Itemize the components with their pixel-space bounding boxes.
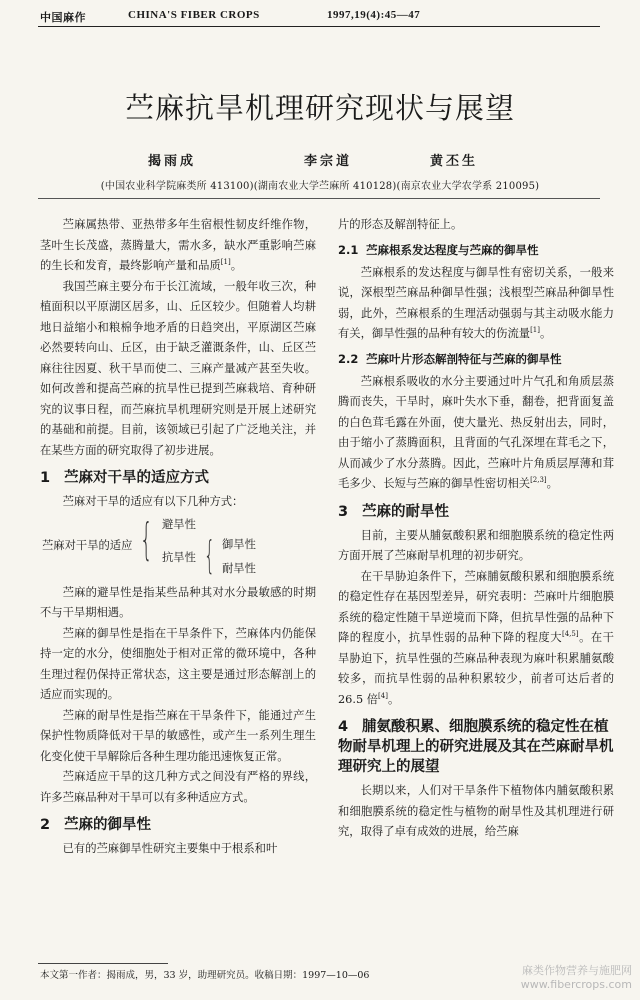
left-column (40, 215, 316, 860)
right-column (338, 215, 614, 843)
citation-ref: [1] (530, 326, 540, 335)
author-1: 揭雨成 (148, 154, 197, 169)
section-2-1-heading: 2.1 苎麻根系发达程度与苎麻的御旱性 (338, 242, 539, 257)
section-2-1-paragraph: 苎麻根系的发达程度与御旱性有密切关系，一般来说，深根型苎麻品种御旱性强；浅根型苎麻品种御旱性弱，此外，苎麻根系的生理活动强弱与其主动吸水能力有关，御旱性强的品种有较大的伤流量[1]。 (338, 265, 614, 340)
tree-tolerance-label: 耐旱性 (222, 561, 256, 575)
running-header (0, 0, 640, 26)
title-separator (38, 198, 600, 199)
section-1-heading: 1 苎麻对干旱的适应方式 (40, 470, 209, 486)
section-1-paragraph-3: 苎麻的御旱性是指在干旱条件下，苎麻体内仍能保持一定的水分，使细胞处于相对正常的微环境中，各种生理过程仍保持正常状态，这主要是通过形态解剖上的适应而实现的。 (40, 626, 316, 701)
section-3-paragraph-2: 在干旱胁迫条件下，苎麻脯氨酸积累和细胞膜系统的稳定性存在基因型差异，研究表明：苎麻叶片细胞膜系统的稳定性随干旱逆境而下降，但抗旱性强的品种下降的程度小，抗旱性弱的品种下降的程度大[4,5]。在干旱胁迫下，抗旱性强的苎麻品种表现为麻叶积累脯氨酸较多，而抗旱性弱的品种积累较少，前者可达后者的 26.5 倍[4]。 (338, 569, 614, 706)
tree-avoid-drought-label: 御旱性 (222, 537, 256, 551)
brace-icon: { (204, 532, 215, 577)
section-2-2-heading: 2.2 苎麻叶片形态解剖特征与苎麻的御旱性 (338, 351, 562, 366)
section-1-paragraph-2: 苎麻的避旱性是指某些品种其对水分最敏感的时期不与干旱期相遇。 (40, 585, 316, 619)
section-4-heading: 4 脯氨酸积累、细胞膜系统的稳定性在植物耐旱机理上的研究进展及其在苎麻耐旱机理研究上的展望 (338, 719, 614, 775)
watermark-site-name: 麻类作物营养与施肥网 (522, 964, 632, 977)
footnote-rule (38, 963, 168, 964)
affiliations: (中国农业科学院麻类所 413100)(湖南农业大学苎麻所 410128)(南京农业大学农学系 210095) (100, 181, 540, 192)
section-1-paragraph-4: 苎麻的耐旱性是指苎麻在干旱条件下，能通过产生保护性物质降低对干旱的敏感性，或产生一系列生理生化变化使干旱解除后各种生理功能迅速恢复正常。 (40, 708, 316, 763)
tree-avoidance-label: 避旱性 (162, 517, 196, 531)
author-2: 李宗道 (304, 154, 353, 169)
section-3-paragraph-1: 目前，主要从脯氨酸积累和细胞膜系统的稳定性两方面开展了苎麻耐旱机理的初步研究。 (338, 528, 614, 562)
intro-paragraph-1: 苎麻属热带、亚热带多年生宿根性韧皮纤维作物，茎叶生长茂盛，蒸腾量大，需水多，缺水严重影响苎麻的生长和发育，最终影响产量和品质[1]。 (40, 218, 316, 272)
section-2-2-paragraph: 苎麻根系吸收的水分主要通过叶片气孔和角质层蒸腾而丧失，干旱时，麻叶失水下垂，翻卷，把背面复盖的白色茸毛露在外面，使大量光、热反射出去，同时，由于缩小了蒸腾面积，且背面的气孔深埋在茸毛之下，从而减少了水分蒸腾。因此，苎麻叶片角质层厚薄和茸毛多少、长短与苎麻的御旱性密切相关[2,3]。 (338, 374, 614, 490)
paper-title: 苎麻抗旱机理研究现状与展望 (124, 91, 515, 125)
journal-name-en: CHINA'S FIBER CROPS (128, 9, 260, 21)
section-2-continuation: 片的形态及解剖特征上。 (338, 218, 463, 231)
footnote: 本文第一作者：揭雨成，男，33 岁，助理研究员。收稿日期：1997—10—06 (40, 970, 370, 981)
citation-ref: [4,5] (562, 630, 579, 639)
tree-root-label: 苎麻对干旱的适应 (42, 538, 133, 552)
section-3-heading: 3 苎麻的耐旱性 (338, 503, 449, 520)
tree-resistance-label: 抗旱性 (162, 550, 196, 564)
section-1-paragraph-5: 苎麻适应干旱的这几种方式之间没有严格的界线，许多苎麻品种对干旱可以有多种适应方式。 (40, 770, 316, 804)
author-3: 黄丕生 (430, 154, 479, 169)
section-2-paragraph-1: 已有的苎麻御旱性研究主要集中于根系和叶 (62, 842, 278, 855)
section-4-paragraph: 长期以来，人们对干旱条件下植物体内脯氨酸积累和细胞膜系统的稳定性与植物的耐旱性及其机理进行研究，取得了卓有成效的进展，给苎麻 (338, 784, 614, 838)
citation-ref: [1] (220, 258, 231, 267)
journal-name-cn: 中国麻作 (40, 12, 86, 24)
intro-paragraph-2: 我国苎麻主要分布于长江流域，一般年收三次，种植面积以平原湖区居多，山、丘区较少。但随着人均耕地日益缩小和粮棉争地矛盾的日趋突出，平原湖区苎麻必然要转向山、丘区，由于缺乏灌溉条件，山、丘区苎麻往往因夏、秋干旱而使二、三麻产量减产甚至失收。如何改善和提高苎麻的抗旱性已提到苎麻栽培、育种研究的议事日程，而苎麻抗旱机理研究则是开展上述研究的基础和前提。目前，该领域已引起了广泛地关注，并在某些方面的研究取得了初步进展。 (40, 279, 316, 457)
site-watermark (521, 964, 632, 992)
citation-ref: [4] (378, 691, 388, 700)
header-rule (38, 26, 600, 27)
journal-citation: 1997,19(4):45—47 (327, 9, 421, 21)
citation-ref: [2,3] (530, 476, 547, 485)
adaptation-classification-diagram (40, 515, 316, 579)
brace-icon: { (140, 513, 153, 565)
section-1-paragraph-1: 苎麻对干旱的适应有以下几种方式： (62, 495, 244, 508)
watermark-url: www.fibercrops.com (520, 978, 632, 991)
section-2-heading: 2 苎麻的御旱性 (40, 817, 151, 833)
